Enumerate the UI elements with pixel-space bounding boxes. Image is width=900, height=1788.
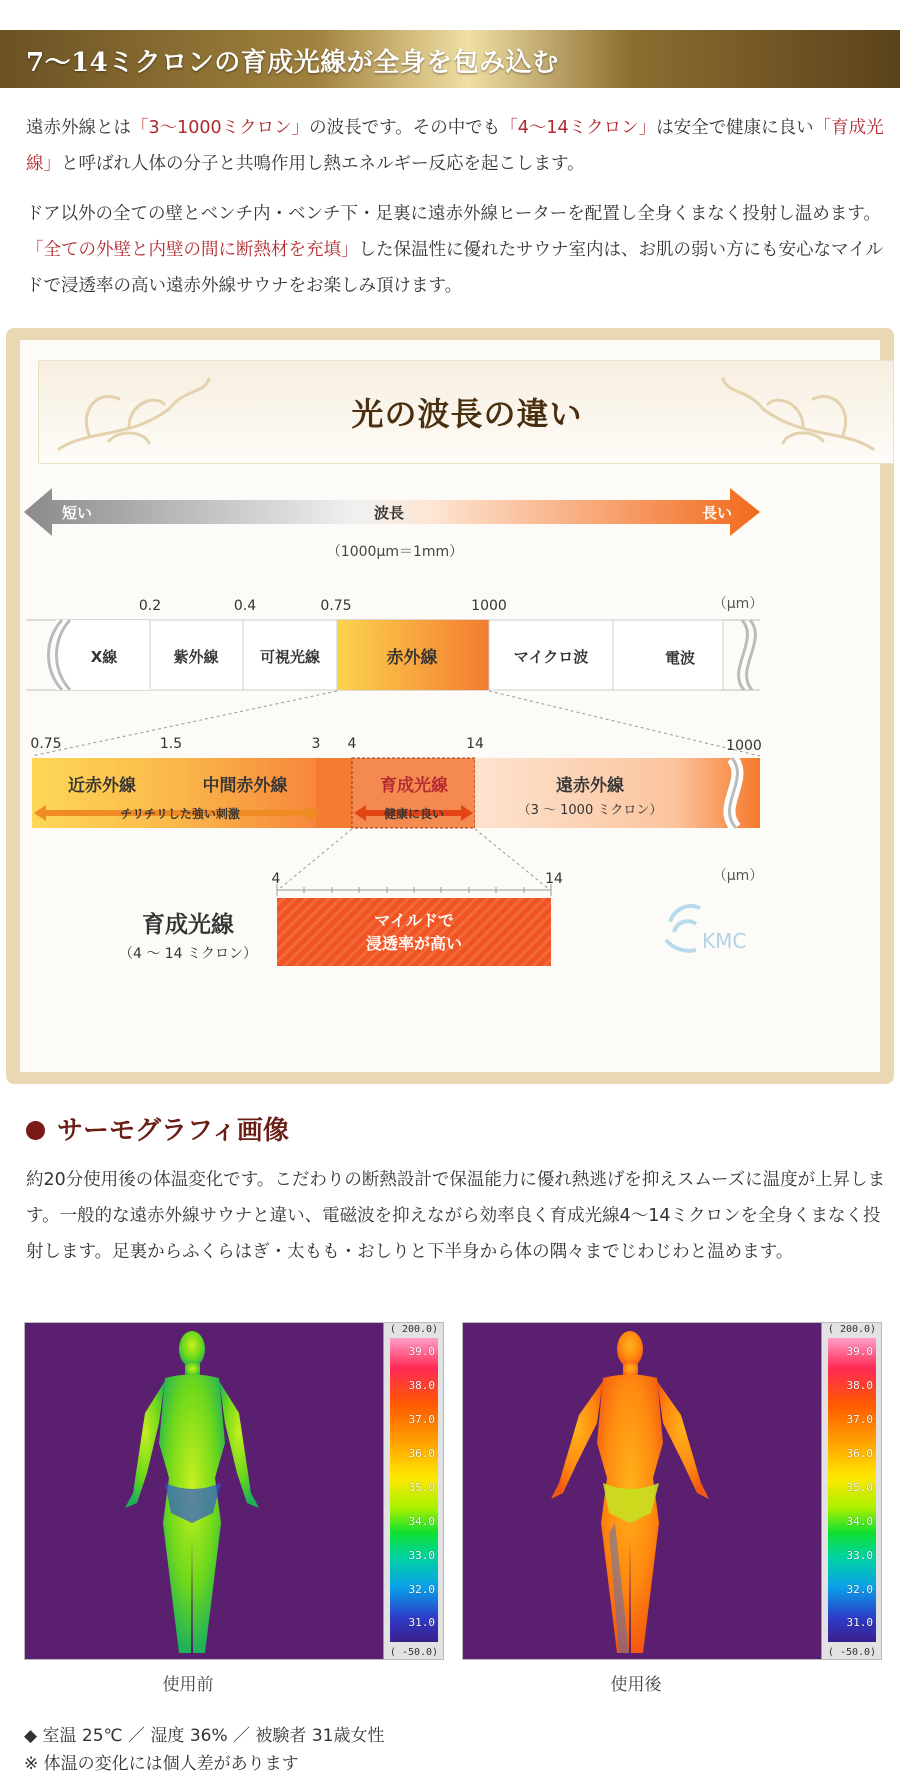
body-text: した保温性に優れたサウナ室内は、お肌の弱い方にも安心なマイルドで浸透率の高い遠赤外線サウナをお楽しみ頂けます。 xyxy=(26,240,884,296)
section-title: 7〜14ミクロンの育成光線が全身を包み込む xyxy=(26,48,559,78)
thermography-heading: サーモグラフィ画像 xyxy=(26,1110,289,1147)
highlight-text: 「育成光線」 xyxy=(26,118,884,174)
band-label-microwave: マイクロ波 xyxy=(513,648,589,666)
notes-line-1: ◆ 室温 25℃ ／ 湿度 36% ／ 被験者 31歳女性 xyxy=(24,1726,385,1746)
growth-zoom-bar xyxy=(277,898,551,966)
test-conditions-notes xyxy=(24,1722,384,1778)
intro-paragraph-2 xyxy=(26,196,886,304)
zoom-name-sub: （4 〜 14 ミクロン） xyxy=(118,946,258,962)
highlight-text: 「全ての外壁と内壁の間に断熱材を充填」 xyxy=(26,240,359,260)
section-header-band xyxy=(0,30,900,88)
body-silhouette-before-icon xyxy=(25,1323,383,1659)
temperature-scale-before: ( 200.0) 39.0 38.0 37.0 36.0 35.0 34.0 33.0 32.0 31.0 ( -50.0) xyxy=(383,1323,443,1659)
band-label-xray: X線 xyxy=(90,648,118,666)
arrow-note: （1000μm＝1mm） xyxy=(326,544,464,560)
mid-tick-2: 3 xyxy=(311,736,321,752)
spectrum-diagram xyxy=(20,470,880,1060)
caption-after: 使用後 xyxy=(610,1675,662,1695)
wavelength-title-box xyxy=(38,360,894,464)
highlight-text: 「4〜14ミクロン」 xyxy=(500,118,657,138)
zoom-tick-start: 4 xyxy=(271,871,281,887)
wavelength-panel-inner xyxy=(20,340,880,1072)
mid-tick-4: 14 xyxy=(466,736,484,752)
mid-tick-5: 1000 xyxy=(726,738,762,754)
temperature-scale-after: ( 200.0) 39.0 38.0 37.0 36.0 35.0 34.0 33.0 32.0 31.0 ( -50.0) xyxy=(821,1323,881,1659)
bullet-dot-icon xyxy=(26,1121,45,1140)
ir-middle-label: 中間赤外線 xyxy=(202,776,288,796)
kmc-logo-icon xyxy=(666,906,700,951)
thermography-paragraph: 約20分使用後の体温変化です。こだわりの断熱設計で保温能力に優れ熱逃げを抑えスムーズに温度が上昇します。一般的な遠赤外線サウナと違い、電磁波を抑えながら効率良く育成光線4〜14ミクロンを全身くまなく投射します。足裏からふくらはぎ・太もも・おしりと下半身から体の隅々までじわじわと温めます。 xyxy=(26,1170,886,1262)
wavelength-title: 光の波長の違い xyxy=(351,395,583,433)
body-silhouette-after-icon xyxy=(463,1323,821,1659)
ir-far-label: 遠赤外線 xyxy=(556,776,624,796)
top-tick-1: 0.4 xyxy=(233,598,257,614)
body-text: は安全で健康に良い xyxy=(656,118,814,138)
arrow-long-label: 長い xyxy=(702,504,733,522)
body-text: と呼ばれ人体の分子と共鳴作用し熱エネルギー反応を起こします。 xyxy=(61,154,585,174)
arrow-short-label: 短い xyxy=(62,504,93,522)
ir-growth-label: 育成光線 xyxy=(380,776,448,796)
band-label-uv: 紫外線 xyxy=(173,648,219,666)
wavelength-panel xyxy=(6,328,894,1084)
mid-tick-1: 1.5 xyxy=(159,736,183,752)
zoom-bar-line1: マイルドで xyxy=(374,911,454,930)
band-label-radio: 電波 xyxy=(664,649,696,667)
zoom-bar-line2: 浸透率が高い xyxy=(365,934,463,953)
mid-tick-3: 4 xyxy=(347,736,357,752)
body-text: の波長です。その中でも xyxy=(309,118,501,138)
top-tick-2: 0.75 xyxy=(320,598,352,614)
top-tick-3: 1000 xyxy=(471,598,507,614)
ir-far-sublabel: （3 〜 1000 ミクロン） xyxy=(517,803,663,818)
notes-line-2: ※ 体温の変化には個人差があります xyxy=(24,1754,299,1774)
zoom-name: 育成光線 xyxy=(142,912,234,938)
top-tick-0: 0.2 xyxy=(138,598,162,614)
thermal-image-after xyxy=(462,1322,882,1660)
intro-paragraph-1 xyxy=(26,110,886,182)
body-text: ドア以外の全ての壁とベンチ内・ベンチ下・足裏に遠赤外線ヒーターを配置し全身くまなく投射し温めます。 xyxy=(26,204,881,224)
unit-label-bottom: （μm） xyxy=(712,868,764,884)
ir-healthy-label: 健康に良い xyxy=(383,807,445,821)
arrow-center-label: 波長 xyxy=(374,504,405,522)
thermal-image-before xyxy=(24,1322,444,1660)
highlight-text: 「3〜1000ミクロン」 xyxy=(131,118,310,138)
kmc-logo-text: KMC xyxy=(702,929,747,953)
unit-label-top: （μm） xyxy=(712,596,764,612)
band-label-visible: 可視光線 xyxy=(259,648,321,666)
zoom-tick-end: 14 xyxy=(545,871,563,887)
ir-harsh-label: チリチリした強い刺激 xyxy=(120,807,240,821)
body-text: 遠赤外線とは xyxy=(26,118,131,138)
mid-tick-0: 0.75 xyxy=(30,736,62,752)
ir-near-label: 近赤外線 xyxy=(68,776,136,796)
caption-before: 使用前 xyxy=(162,1675,214,1695)
band-label-infrared: 赤外線 xyxy=(386,648,438,668)
